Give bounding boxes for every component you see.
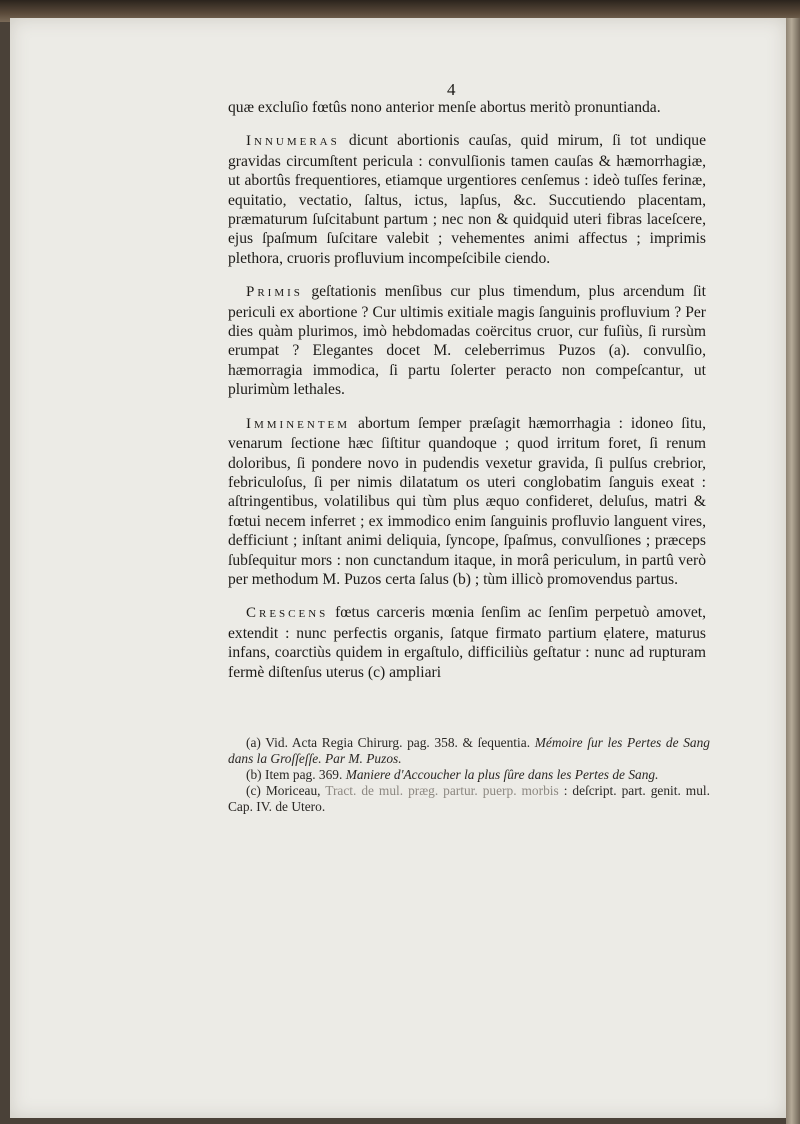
paragraph-4-lead: Imminentem (246, 415, 351, 432)
paragraph-5-text: fœtus carceris mœnia ſenſim ac ſenſim perpetuò amovet, extendit : nunc perfectis organis, ſatque firmato partium ẹlatere, maturus infans, coarctiùs quidem in ergaſtulo, difficiliùs geſtatur : nunc ad rupturam fermè diſtenſus uterus (c) ampliari (228, 604, 706, 681)
footnote-a-marker: (a) (246, 735, 261, 750)
paragraph-3-lead: Primis (246, 284, 303, 301)
footnote-c-marker: (c) (246, 783, 261, 798)
main-text (228, 98, 706, 696)
paragraph-1-text: quæ excluſio fœtûs nono anterior menſe abortus meritò pronuntianda. (228, 99, 661, 116)
paragraph-1 (228, 98, 706, 117)
footnote-a-italic: Mémoire ſur les Pertes de Sang dans la Groſſeſſe. Par M. Puzos. (228, 735, 710, 766)
paragraph-3 (228, 282, 706, 399)
paragraph-2-lead: Innumeras (246, 133, 340, 150)
paragraph-5 (228, 603, 706, 682)
footnote-a-text: Vid. Acta Regia Chirurg. pag. 358. & ſequentia. (265, 735, 531, 750)
footnote-b-italic: Maniere d'Accoucher la plus ſûre dans les Pertes de Sang. (345, 767, 659, 782)
paragraph-4-text: abortum ſemper præſagit hæmorrhagia : idoneo ſitu, venarum ſectione hæc ſiſtitur quandoque ; quod irritum foret, ſi renum doloribus, ſi pondere novo in pudendis vexetur gravida, ſi pulſus crebrior, febriculoſus, ſi per nimis dilatatum os uteri conglobatim ſanguis exeat : aſtringentibus, volatilibus qui tùm plus æquo confideret, deluſus, matri & fœtui necem inferret ; ex immodico enim ſanguinis profluvio languent vires, defficiunt ; inſtant animi deliquia, ſyncope, ſpaſmus, convulſiones ; præceps ſubſequitur mors : non cunctandum itaque, in morâ periculum, in partû verò per methodum M. Puzos certa ſalus (b) ; tùm illicò promovendus partus. (228, 414, 706, 588)
footnote-b-text: Item pag. 369. (264, 767, 343, 782)
paragraph-2 (228, 131, 706, 268)
footnote-c-text: Moriceau, (265, 783, 321, 798)
book-right-edge (786, 18, 800, 1124)
paragraph-3-text: geſtationis menſibus cur plus timendum, plus arcendum ſit periculi ex abortione ? Cur ultimis exitiale magis ſanguinis profluvium ? Per dies quàm plurimos, imò hebdomadas coërcitus cruor, cur fuſiùs, ſi rursùm erumpat ? Elegantes docet M. celeberrimus Puzos (a). convulſio, hæmorragia immodica, ſi partu ſolerter peracto non compeſcantur, ut plurimùm lethales. (228, 283, 706, 399)
footnote-c-tail: : deſcript. part. genit. mul. Cap. IV. de Utero. (228, 783, 710, 814)
footnotes (228, 735, 710, 815)
paragraph-2-text: dicunt abortionis cauſas, quid mirum, ſi tot undique gravidas circumſtent pericula : convulſionis tamen cauſas & hæmorrhagiæ, ut abortûs frequentiores, etiamque urgentiores cenſemus : ideò tuſſes ferinæ, equitatio, vectatio, ſaltus, ictus, lapſus, &c. Succutiendo placentam, præmaturum ſuſcitabunt partum ; nec non & quidquid uteri fibras laceſcere, ejus ſpaſmum ſuſcitare valebit ; vehementes animi affectus ; imprimis plethora, cruoris profluvium incompeſcibile ciendo. (228, 132, 706, 267)
footnote-c (228, 783, 710, 815)
footnote-b-marker: (b) (246, 767, 262, 782)
footnote-c-faint: Tract. de mul. præg. partur. puerp. morbis (325, 783, 559, 798)
page-number: 4 (447, 80, 456, 99)
footnote-b (228, 767, 710, 783)
paragraph-5-lead: Crescens (246, 605, 329, 622)
footnote-a (228, 735, 710, 767)
paragraph-4 (228, 414, 706, 590)
